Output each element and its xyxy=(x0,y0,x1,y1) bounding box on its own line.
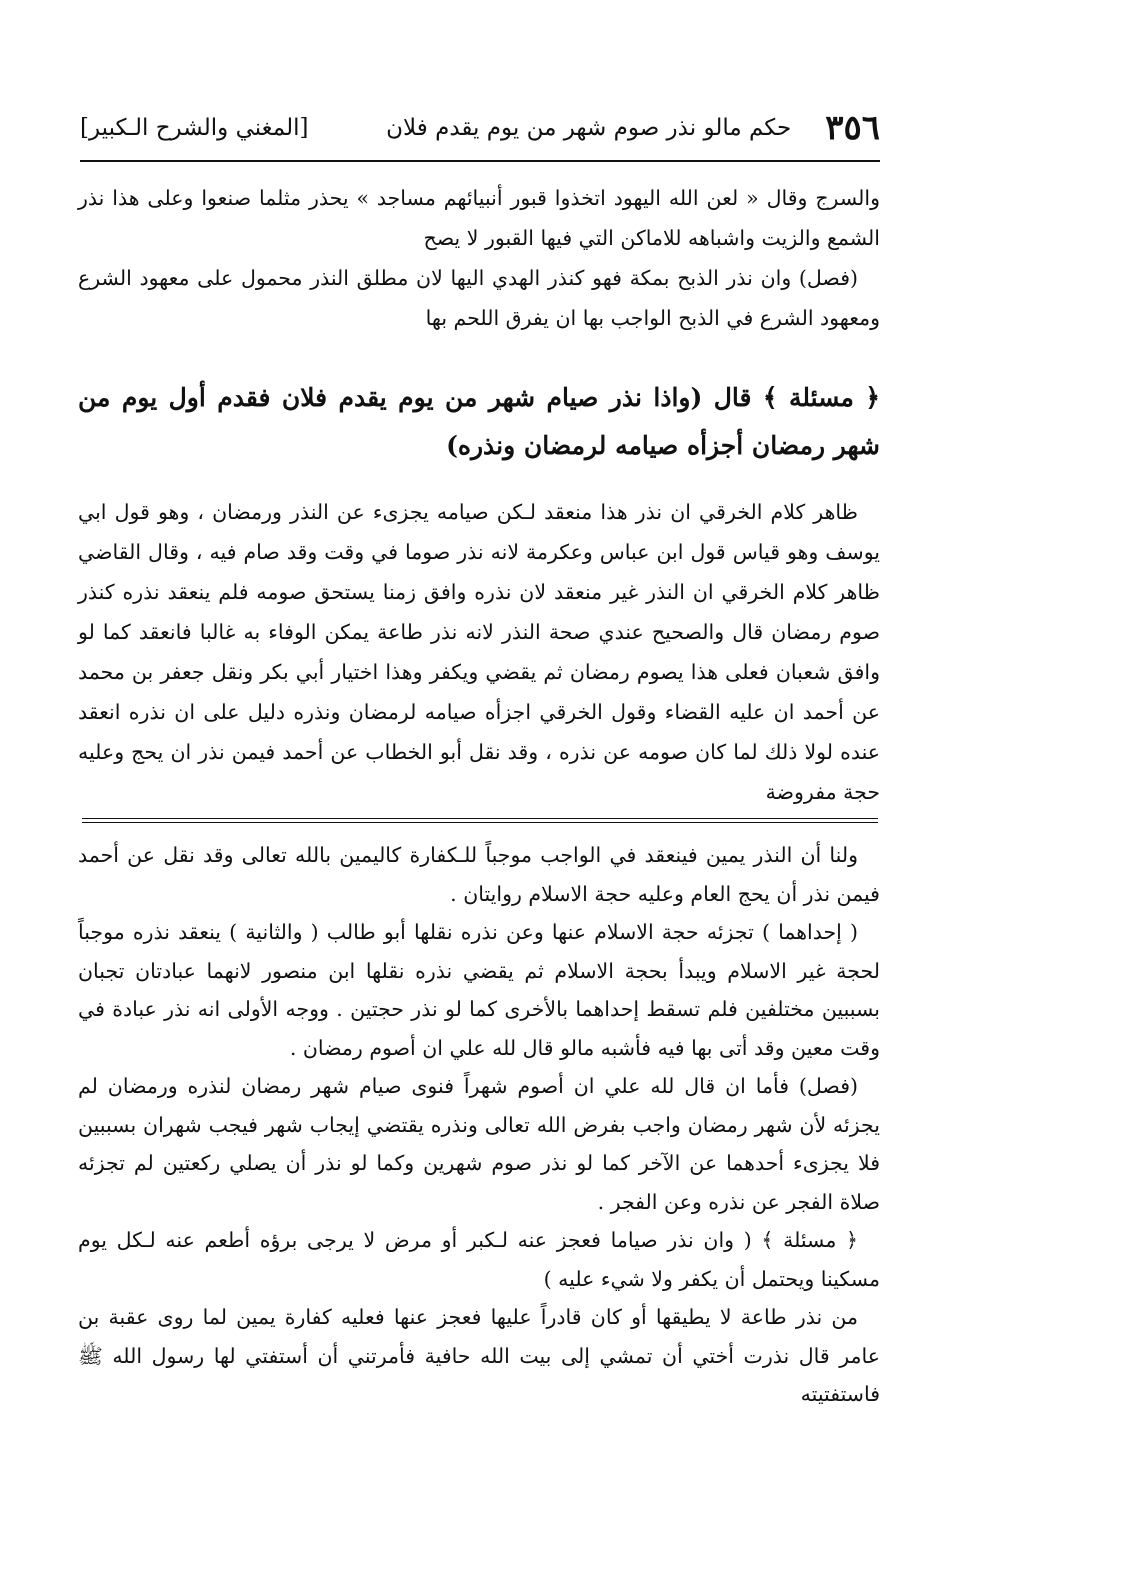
masala-heading-block xyxy=(78,374,880,470)
header-rule xyxy=(80,160,880,162)
book-title: [المغني والشرح الـكبير] xyxy=(80,115,309,141)
running-title: حكم مالو نذر صوم شهر من يوم يقدم فلان xyxy=(386,115,792,141)
paragraph-fasl-month: (فصل) فأما ان قال لله علي ان أصوم شهراً فنوى صيام شهر رمضان لنذره ورمضان لم يجزئه لأن شهر رمضان واجب بفرض الله تعالى ونذره يقتضي إيجاب شهر فيجب شهران بسببين فلا يجزىء أحدهما عن الآخر كما لو نذر صوم شهرين وكما لو نذر أن يصلي ركعتين لم تجزئه صلاة الفجر عن نذره وعن الفجر . xyxy=(78,1074,880,1214)
paragraph-commentary: ظاهر كلام الخرقي ان نذر هذا منعقد لـكن صيامه يجزىء عن النذر ورمضان ، وهو قول ابي يوسف وهو قياس قول ابن عباس وعكرمة لانه نذر صوما في وقت وقد صام فيه ، وقال القاضي ظاهر كلام الخرقي ان النذر غير منعقد لان نذره وافق زمنا يستحق صومه فلم ينعقد نذره كنذر صوم رمضان قال والصحيح عندي صحة النذر لانه نذر طاعة يمكن الوفاء به غالبا فانعقد كما لو وافق شعبان فعلى هذا يصوم رمضان ثم يقضي ويكفر وهذا اختيار أبي بكر ونقل جعفر بن محمد عن أحمد ان عليه القضاء وقول الخرقي اجزأه صيامه لرمضان ونذره دليل على ان نذره انعقد عنده لولا ذلك لما كان صومه عن نذره ، وقد نقل أبو الخطاب عن أحمد فيمن نذر ان يحج وعليه حجة مفروضة xyxy=(78,500,880,804)
paragraph-slaughter: (فصل) وان نذر الذبح بمكة فهو كنذر الهدي اليها لان مطلق النذر محمول على معهود الشرع ومعهود الشرع في الذبح الواجب بها ان يفرق اللحم بها xyxy=(78,266,880,330)
main-text-commentary xyxy=(78,492,880,812)
paragraph-two-narrations: ( إحداهما ) تجزئه حجة الاسلام عنها وعن نذره نقلها أبو طالب ( والثانية ) ينعقد نذره موجباً لحجة غير الاسلام ويبدأ بحجة الاسلام ثم يقضي نذره نقلها ابن منصور لانهما عبادتان تجبان بسببين مختلفين فلم تسقط إحداهما بالأخرى كما لو نذر حجتين . ووجه الأولى انه نذر عبادة في وقت معين وقد أتى بها فيه فأشبه مالو قال لله علي ان أصوم رمضان . xyxy=(78,920,880,1060)
page-header xyxy=(80,104,880,152)
masala-heading: ﴿ مسئلة ﴾ قال (واذا نذر صيام شهر من يوم يقدم فلان فقدم أول يوم من شهر رمضان أجزأه صيامه لرمضان ونذره) xyxy=(78,383,880,460)
main-text-top xyxy=(78,178,880,338)
paragraph-vow-obedience: من نذر طاعة لا يطيقها أو كان قادراً عليها فعجز عنها فعليه كفارة يمين لما روى عقبة بن عامر قال نذرت أختي أن تمشي إلى بيت الله حافية فأمرتني أن أستفتي لها رسول الله ﷺ فاستفتيته xyxy=(78,1305,880,1406)
page-number: ٣٥٦ xyxy=(825,108,880,148)
paragraph-oath: ولنا أن النذر يمين فينعقد في الواجب موجباً للـكفارة كاليمين بالله تعالى وقد نقل عن أحمد فيمن نذر أن يحج العام وعليه حجة الاسلام روايتان . xyxy=(78,843,880,906)
sharh-text xyxy=(78,836,880,1414)
masala-unable-fast: ﴿ مسئلة ﴾ ( وان نذر صياما فعجز عنه لـكبر أو مرض لا يرجى برؤه أطعم عنه لـكل يوم مسكينا ويحتمل أن يكفر ولا شيء عليه ) xyxy=(78,1228,880,1291)
paragraph-lamps: والسرج وقال « لعن الله اليهود اتخذوا قبور أنبيائهم مساجد » يحذر مثلما صنعوا وعلى هذا نذر الشمع والزيت واشباهه للاماكن التي فيها القبور لا يصح xyxy=(78,186,880,250)
section-divider xyxy=(82,818,878,823)
